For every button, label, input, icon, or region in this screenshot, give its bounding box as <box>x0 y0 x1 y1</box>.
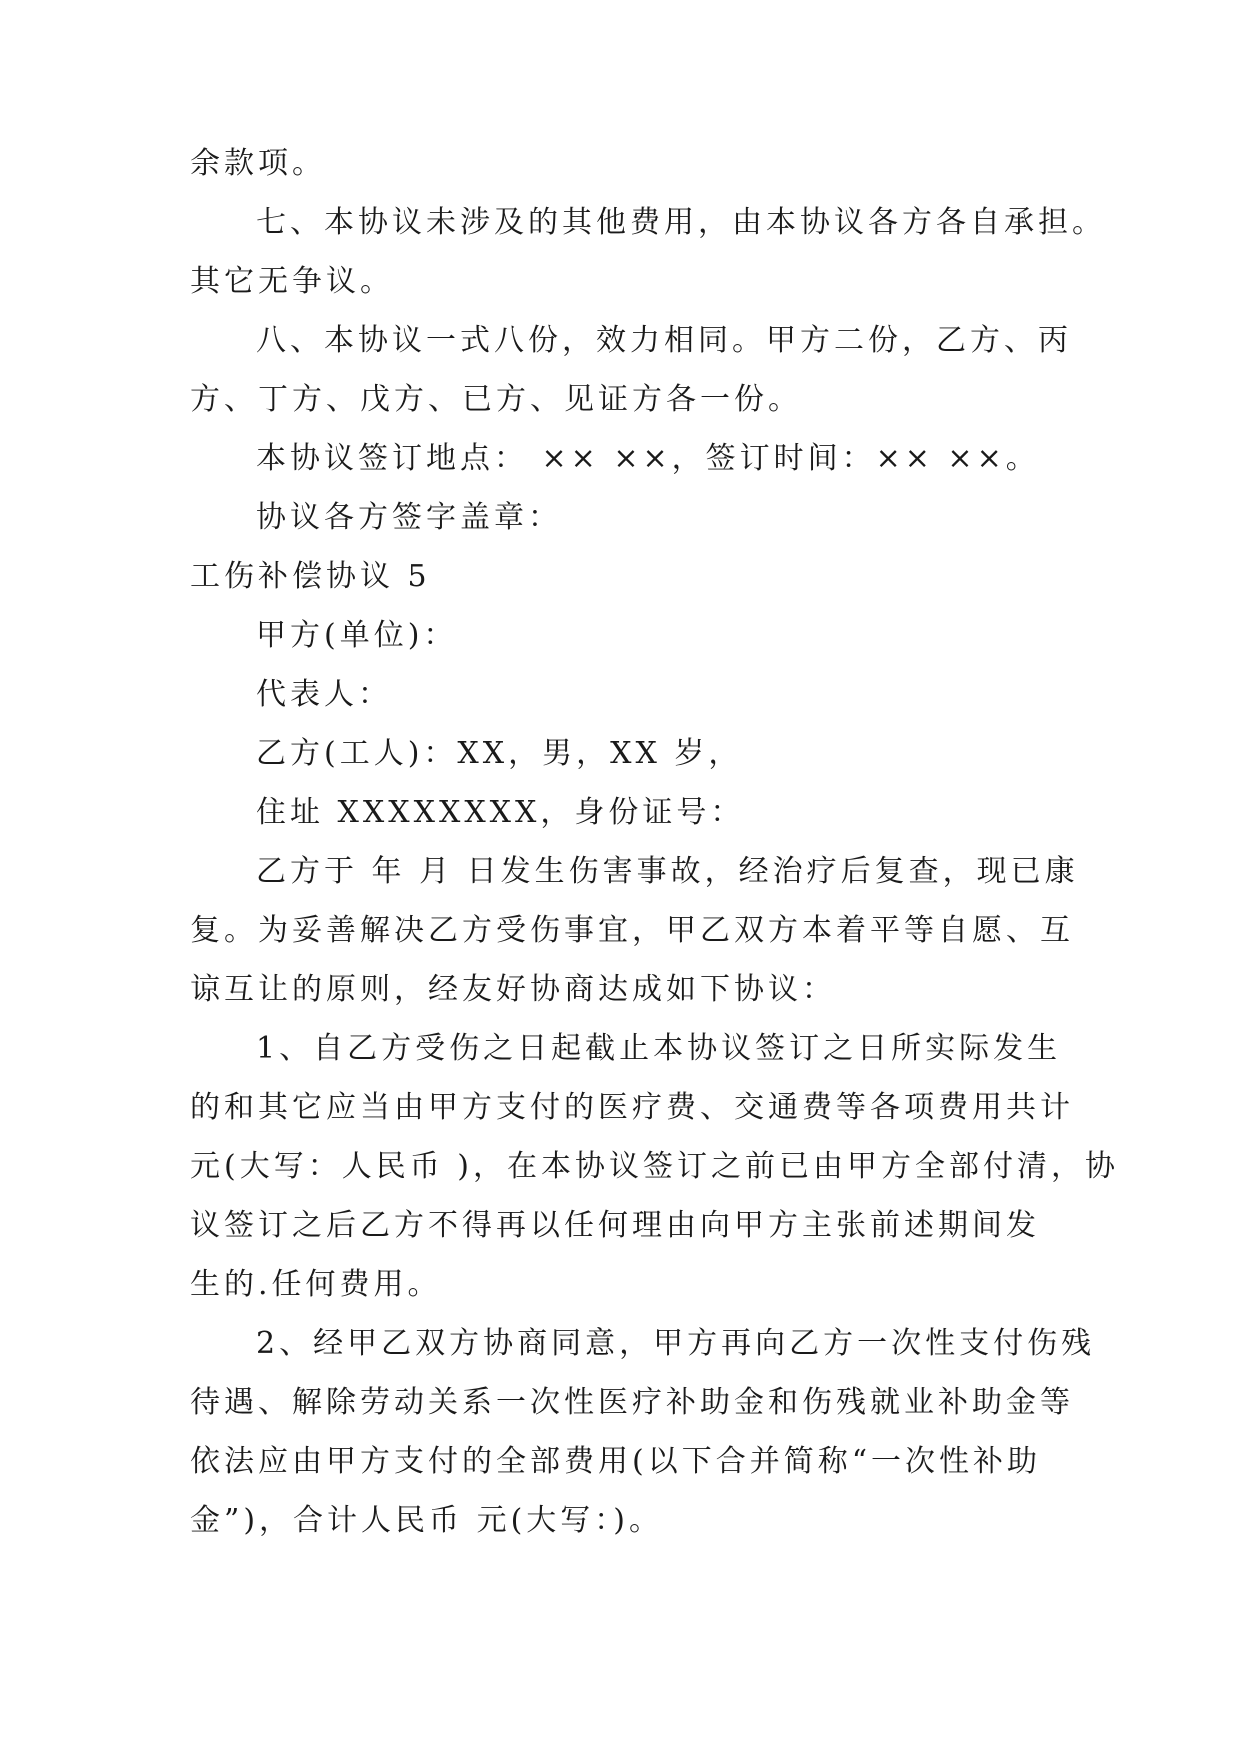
section-title: 工伤补偿协议 5 <box>190 559 431 594</box>
clause-7: 七、本协议未涉及的其他费用，由本协议各方各自承担。 <box>256 205 1106 240</box>
paragraph-line: 待遇、解除劳动关系一次性医疗补助金和伤残就业补助金等 <box>190 1385 1074 1420</box>
paragraph-line: 复。为妥善解决乙方受伤事宜，甲乙双方本着平等自愿、互 <box>190 913 1074 948</box>
paragraph-line: 谅互让的原则，经友好协商达成如下协议： <box>190 972 836 1007</box>
signing-place-time: 本协议签订地点： ×× ××，签订时间：×× ××。 <box>256 441 1040 476</box>
paragraph-line: 生的.任何费用。 <box>190 1267 442 1302</box>
address-field: 住址 XXXXXXXX，身份证号： <box>256 795 745 830</box>
party-b-field: 乙方(工人)：XX，男，XX 岁， <box>256 736 743 771</box>
clause-1: 1、自乙方受伤之日起截止本协议签订之日所实际发生 <box>256 1031 1062 1066</box>
clause-2: 2、经甲乙双方协商同意，甲方再向乙方一次性支付伤残 <box>256 1326 1096 1361</box>
paragraph-line: 议签订之后乙方不得再以任何理由向甲方主张前述期间发 <box>190 1208 1040 1243</box>
paragraph-line: 元(大写：人民币 )，在本协议签订之前已由甲方全部付清，协 <box>190 1149 1119 1184</box>
text-line: 其它无争议。 <box>190 264 394 299</box>
clause-8: 八、本协议一式八份，效力相同。甲方二份，乙方、丙 <box>256 323 1072 358</box>
signature-line: 协议各方签字盖章： <box>256 500 562 535</box>
party-a-field: 甲方(单位)： <box>256 618 458 653</box>
paragraph-line: 的和其它应当由甲方支付的医疗费、交通费等各项费用共计 <box>190 1090 1074 1125</box>
text-line: 余款项。 <box>190 146 326 181</box>
text-line: 方、丁方、戊方、已方、见证方各一份。 <box>190 382 802 417</box>
paragraph-line: 乙方于 年 月 日发生伤害事故，经治疗后复查，现已康 <box>256 854 1079 889</box>
paragraph-line: 金”)，合计人民币 元(大写：)。 <box>190 1503 663 1538</box>
paragraph-line: 依法应由甲方支付的全部费用(以下合并简称“一次性补助 <box>190 1444 1042 1479</box>
representative-field: 代表人： <box>256 677 392 712</box>
